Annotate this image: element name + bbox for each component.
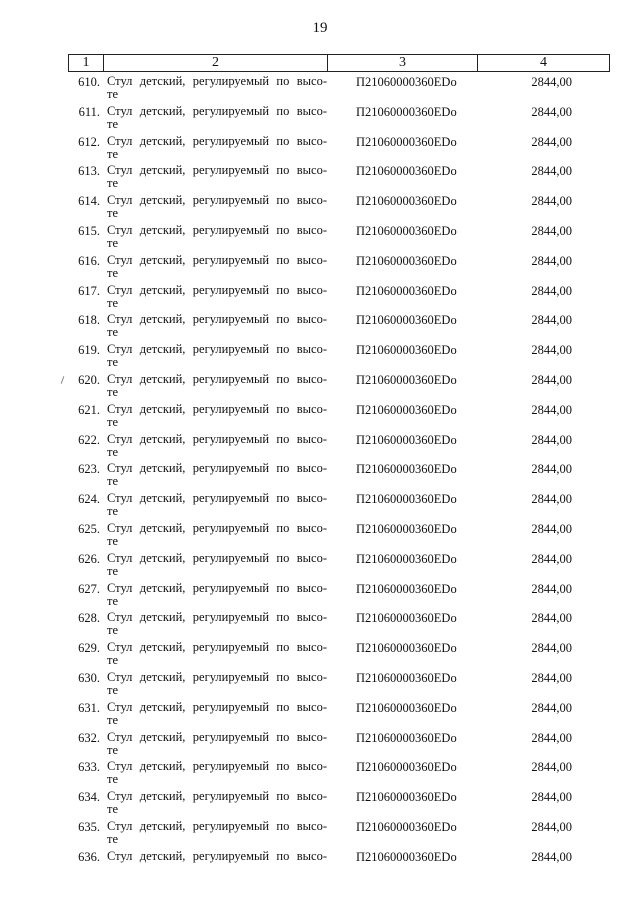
row-description-line-2: те: [107, 563, 119, 578]
table-row: [0, 284, 640, 314]
row-description: [107, 820, 327, 846]
row-number: 624.: [78, 492, 100, 507]
row-code: П21060000360EDо: [356, 134, 457, 149]
row-code: П21060000360EDо: [356, 611, 457, 626]
row-description-line-1: Стул детский, регулируемый по высо-: [107, 640, 327, 655]
row-number: 610.: [78, 75, 100, 89]
row-description: [107, 194, 327, 220]
table-row: [0, 641, 640, 671]
row-code: П21060000360EDо: [356, 372, 457, 387]
row-description-line-2: те: [107, 444, 119, 459]
table-row: [0, 820, 640, 850]
row-number: 620.: [78, 372, 100, 387]
row-description-line-2: те: [107, 831, 119, 846]
row-price: 2844,00: [531, 164, 572, 179]
row-description: [107, 224, 327, 250]
row-price: 2844,00: [531, 670, 572, 685]
row-description: [107, 760, 327, 786]
row-code: П21060000360EDо: [356, 492, 457, 507]
table-row: [0, 254, 640, 284]
row-description: [107, 701, 327, 727]
row-description-line-1: Стул детский, регулируемый по высо-: [107, 103, 327, 118]
row-price: 2844,00: [531, 313, 572, 328]
row-price: 2844,00: [531, 402, 572, 417]
header-col-3: 3: [327, 55, 477, 71]
table-row: [0, 790, 640, 820]
row-description-line-1: Стул детский, регулируемый по высо-: [107, 759, 327, 774]
row-code: П21060000360EDо: [356, 313, 457, 328]
table-row: [0, 433, 640, 463]
table-row: [0, 731, 640, 761]
row-price: 2844,00: [531, 492, 572, 507]
row-code: П21060000360EDо: [356, 432, 457, 447]
row-description-line-1: Стул детский, регулируемый по высо-: [107, 222, 327, 237]
row-price: 2844,00: [531, 551, 572, 566]
row-code: П21060000360EDо: [356, 760, 457, 775]
row-code: П21060000360EDо: [356, 670, 457, 685]
page-number: 19: [312, 20, 328, 36]
row-price: 2844,00: [531, 641, 572, 656]
row-number: 613.: [78, 164, 100, 179]
row-number: 632.: [78, 730, 100, 745]
table-row: [0, 343, 640, 373]
row-description: [107, 611, 327, 637]
row-description: [107, 373, 327, 399]
row-number: 629.: [78, 641, 100, 656]
row-description-line-2: те: [107, 325, 119, 340]
row-description-line-1: Стул детский, регулируемый по высо-: [107, 431, 327, 446]
row-number: 616.: [78, 253, 100, 268]
row-description: [107, 582, 327, 608]
table-body: [0, 75, 640, 880]
row-description-line-2: те: [107, 653, 119, 668]
row-description-line-2: те: [107, 355, 119, 370]
row-description: [107, 790, 327, 816]
row-description-line-2: те: [107, 87, 119, 101]
row-description: [107, 731, 327, 757]
row-number: 634.: [78, 790, 100, 805]
row-price: 2844,00: [531, 760, 572, 775]
row-description: [107, 850, 327, 863]
row-code: П21060000360EDо: [356, 194, 457, 209]
row-number: 614.: [78, 194, 100, 209]
row-description-line-1: Стул детский, регулируемый по высо-: [107, 74, 327, 88]
row-description: [107, 75, 327, 101]
row-price: 2844,00: [531, 611, 572, 626]
table-row: [0, 582, 640, 612]
row-price: 2844,00: [531, 819, 572, 834]
row-description: [107, 135, 327, 161]
row-description: [107, 343, 327, 369]
row-description-line-2: те: [107, 504, 119, 519]
row-description: [107, 492, 327, 518]
row-price: 2844,00: [531, 581, 572, 596]
row-code: П21060000360EDо: [356, 521, 457, 536]
row-description-line-1: Стул детский, регулируемый по высо-: [107, 699, 327, 714]
row-price: 2844,00: [531, 104, 572, 119]
row-number: 622.: [78, 432, 100, 447]
row-price: 2844,00: [531, 432, 572, 447]
table-row: [0, 164, 640, 194]
row-description-line-2: те: [107, 593, 119, 608]
table-row: [0, 462, 640, 492]
row-number: 635.: [78, 819, 100, 834]
row-number: 625.: [78, 521, 100, 536]
row-description-line-1: Стул детский, регулируемый по высо-: [107, 371, 327, 386]
row-code: П21060000360EDо: [356, 75, 457, 89]
row-description: [107, 284, 327, 310]
row-code: П21060000360EDо: [356, 223, 457, 238]
row-price: 2844,00: [531, 283, 572, 298]
row-price: 2844,00: [531, 194, 572, 209]
table-row: [0, 671, 640, 701]
row-description-line-1: Стул детский, регулируемый по высо-: [107, 610, 327, 625]
row-number: 623.: [78, 462, 100, 477]
table-row: [0, 492, 640, 522]
row-code: П21060000360EDо: [356, 104, 457, 119]
table-row: [0, 611, 640, 641]
row-code: П21060000360EDо: [356, 819, 457, 834]
row-price: 2844,00: [531, 75, 572, 89]
row-code: П21060000360EDо: [356, 581, 457, 596]
table-row: [0, 75, 640, 105]
row-description-line-2: те: [107, 295, 119, 310]
row-description-line-1: Стул детский, регулируемый по высо-: [107, 789, 327, 804]
row-price: 2844,00: [531, 521, 572, 536]
row-code: П21060000360EDо: [356, 283, 457, 298]
row-description: [107, 164, 327, 190]
row-price: 2844,00: [531, 343, 572, 358]
row-number: 631.: [78, 700, 100, 715]
row-code: П21060000360EDо: [356, 462, 457, 477]
row-description-line-2: те: [107, 742, 119, 757]
header-col-1: 1: [82, 55, 90, 70]
row-description-line-1: Стул детский, регулируемый по высо-: [107, 312, 327, 327]
table-row: [0, 194, 640, 224]
table-row: [0, 224, 640, 254]
row-description-line-2: те: [107, 474, 119, 489]
row-code: П21060000360EDо: [356, 402, 457, 417]
row-price: 2844,00: [531, 790, 572, 805]
row-description-line-1: Стул детский, регулируемый по высо-: [107, 818, 327, 833]
row-description: [107, 254, 327, 280]
row-number: 636.: [78, 849, 100, 864]
row-number: 626.: [78, 551, 100, 566]
row-description-line-2: те: [107, 772, 119, 787]
table-row: [0, 373, 640, 403]
row-description-line-2: те: [107, 235, 119, 250]
row-description-line-2: те: [107, 116, 119, 131]
row-description: [107, 552, 327, 578]
row-code: П21060000360EDо: [356, 730, 457, 745]
row-description: [107, 462, 327, 488]
row-description-line-1: Стул детский, регулируемый по высо-: [107, 401, 327, 416]
header-col-2: 2: [103, 55, 327, 71]
row-description-line-1: Стул детский, регулируемый по высо-: [107, 133, 327, 148]
row-description: [107, 522, 327, 548]
row-description: [107, 433, 327, 459]
row-price: 2844,00: [531, 849, 572, 864]
row-description-line-1: Стул детский, регулируемый по высо-: [107, 282, 327, 297]
row-number: 618.: [78, 313, 100, 328]
row-description-line-2: те: [107, 176, 119, 191]
header-col-4: 4: [477, 55, 609, 71]
row-code: П21060000360EDо: [356, 164, 457, 179]
row-description-line-1: Стул детский, регулируемый по высо-: [107, 193, 327, 208]
row-description-line-1: Стул детский, регулируемый по высо-: [107, 163, 327, 178]
row-code: П21060000360EDо: [356, 700, 457, 715]
row-code: П21060000360EDо: [356, 343, 457, 358]
row-code: П21060000360EDо: [356, 849, 457, 864]
row-description-line-2: те: [107, 682, 119, 697]
row-description-line-1: Стул детский, регулируемый по высо-: [107, 669, 327, 684]
table-row: [0, 135, 640, 165]
row-description-line-1: Стул детский, регулируемый по высо-: [107, 520, 327, 535]
row-description-line-2: те: [107, 265, 119, 280]
row-description-line-1: Стул детский, регулируемый по высо-: [107, 729, 327, 744]
row-description-line-2: те: [107, 206, 119, 221]
row-price: 2844,00: [531, 253, 572, 268]
row-description-line-1: Стул детский, регулируемый по высо-: [107, 342, 327, 357]
row-number: 630.: [78, 670, 100, 685]
row-description: [107, 671, 327, 697]
row-description: [107, 403, 327, 429]
row-price: 2844,00: [531, 462, 572, 477]
row-description-line-2: те: [107, 384, 119, 399]
row-description: [107, 641, 327, 667]
row-price: 2844,00: [531, 700, 572, 715]
row-number: 619.: [78, 343, 100, 358]
row-price: 2844,00: [531, 223, 572, 238]
row-description-line-2: те: [107, 712, 119, 727]
row-description-line-1: Стул детский, регулируемый по высо-: [107, 252, 327, 267]
row-price: 2844,00: [531, 134, 572, 149]
row-number: 621.: [78, 402, 100, 417]
row-description-line-2: те: [107, 533, 119, 548]
row-code: П21060000360EDо: [356, 551, 457, 566]
row-description-line-1: Стул детский, регулируемый по высо-: [107, 848, 327, 863]
row-description-line-1: Стул детский, регулируемый по высо-: [107, 580, 327, 595]
row-description-line-2: те: [107, 802, 119, 817]
row-price: 2844,00: [531, 372, 572, 387]
row-description-line-1: Стул детский, регулируемый по высо-: [107, 461, 327, 476]
row-description-line-2: те: [107, 623, 119, 638]
table-row: [0, 522, 640, 552]
table-row: [0, 760, 640, 790]
row-number: 611.: [78, 104, 100, 119]
row-number: 612.: [78, 134, 100, 149]
row-code: П21060000360EDо: [356, 253, 457, 268]
row-number: 627.: [78, 581, 100, 596]
row-number: 633.: [78, 760, 100, 775]
table-header: [68, 54, 610, 72]
row-description-line-2: те: [107, 146, 119, 161]
row-number: 617.: [78, 283, 100, 298]
row-description-line-2: те: [107, 414, 119, 429]
row-code: П21060000360EDо: [356, 641, 457, 656]
table-row: [0, 313, 640, 343]
row-description-line-1: Стул детский, регулируемый по высо-: [107, 550, 327, 565]
table-row: [0, 403, 640, 433]
table-row: [0, 105, 640, 135]
table-row: [0, 850, 640, 880]
row-code: П21060000360EDо: [356, 790, 457, 805]
table-row: [0, 552, 640, 582]
row-description: [107, 105, 327, 131]
table-row: [0, 701, 640, 731]
row-price: 2844,00: [531, 730, 572, 745]
row-number: 628.: [78, 611, 100, 626]
row-number: 615.: [78, 223, 100, 238]
row-description-line-1: Стул детский, регулируемый по высо-: [107, 491, 327, 506]
row-description: [107, 313, 327, 339]
